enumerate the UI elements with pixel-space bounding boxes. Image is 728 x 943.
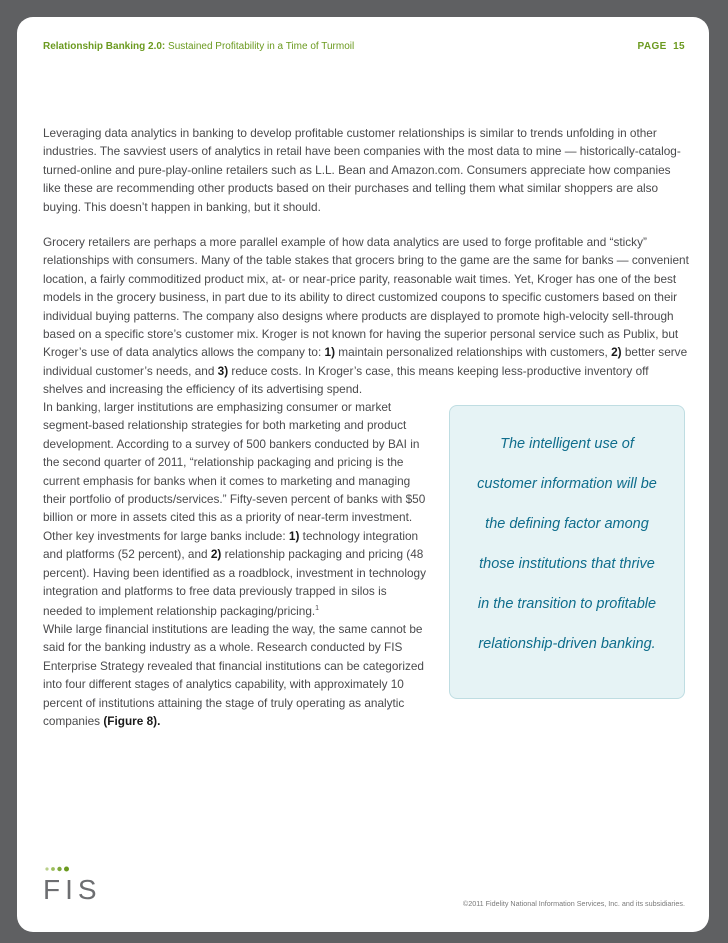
list-number: 1)	[288, 528, 300, 543]
pull-quote-line: in the transition to profitable	[477, 596, 657, 612]
paragraph-analytics-stages	[43, 620, 428, 730]
paragraph-grocery-example	[43, 233, 691, 399]
text-run: maintain personalized relationships with customers,	[335, 345, 612, 360]
text-run: While large financial institutions are leading the way, the same cannot be said for the banking industry as a whole. Research conducted by FIS Enterprise Strategy revealed that financial institutions can be categorized into four different stages of analytics capability, with approximately 10 percent of institutions attaining the stage of truly operating as analytic companies	[43, 622, 424, 729]
list-number: 1)	[324, 345, 336, 360]
page-number-value: 15	[673, 41, 685, 52]
list-number: 2)	[210, 547, 222, 562]
paragraph-banking-strategies	[43, 398, 428, 621]
fis-logo	[43, 865, 115, 910]
footnote-marker: 1	[315, 605, 320, 613]
text-run: In banking, larger institutions are emphasizing consumer or market segment-based relationship strategies for both marketing and product development. According to a survey of 500 bankers conducted by BAI in the second quarter of 2011, “relationship packaging and pricing is the current emphasis for banks when it comes to marketing and managing their portfolio of products/services.” Fifty-seven percent of banks with $50 billion or more in assets cited this as a priority of near-term investment. Other key investments for large banks include:	[43, 400, 426, 543]
pull-quote-line: customer information will be	[477, 476, 657, 492]
copyright-notice: ©2011 Fidelity National Information Services, Inc. and its subsidiaries.	[462, 899, 685, 908]
text-run: reduce costs. In Kroger’s case, this means keeping less-productive inventory off shelves and increasing the efficiency of its advertising spend.	[43, 363, 649, 397]
pull-quote-line: The intelligent use of	[500, 436, 634, 452]
text-run: relationship packaging and pricing (48 percent). Having been identified as a roadblock, investment in technology integration and platforms to free data previously trapped in silos is needed to implement relationship packaging/pricing.	[43, 547, 426, 619]
list-number: 3)	[217, 363, 229, 378]
list-number: 2)	[611, 345, 622, 360]
running-title-bold: Relationship Banking 2.0:	[43, 41, 166, 52]
text-run: technology integration and platforms (52 percent), and	[43, 528, 419, 562]
running-title-subtitle: Sustained Profitability in a Time of Turmoil	[168, 41, 355, 52]
text-run: better serve individual customer’s needs, and	[43, 345, 688, 378]
pull-quote-line: relationship-driven banking.	[478, 636, 656, 652]
pull-quote-line: the defining factor among	[485, 516, 649, 532]
page-header	[43, 41, 685, 57]
fis-logo-icon	[43, 865, 115, 905]
page-number	[638, 41, 686, 52]
fis-logo-wordmark: FIS	[43, 874, 102, 905]
pull-quote-box	[449, 405, 685, 699]
document-page	[17, 17, 709, 932]
page-label: PAGE	[637, 41, 667, 52]
running-title	[43, 41, 354, 52]
pull-quote-line: those institutions that thrive	[479, 556, 655, 572]
text-run: Grocery retailers are perhaps a more parallel example of how data analytics are used to forge profitable and “sticky” relationships with consumers. Many of the table stakes that grocers bring to the game are the same for banks — convenient location, a fairly commoditized product mix, at- or near-price parity, reasonable wait times. Yet, Kroger has one of the best models in the grocery business, in part due to its ability to direct customized coupons to specific customers based on their individual buying patterns. The company also designs where products are displayed to promote high-velocity sell-through based on a specific store’s customer mix. Kroger is not known for having the superior personal service such as Publix, but Kroger’s use of data analytics allows the company to:	[43, 235, 689, 360]
paragraph-retail-analytics: Leveraging data analytics in banking to develop profitable customer relationships is similar to trends unfolding in other industries. The savviest users of analytics in retail have been companies with the most data to mine — historically-catalog-turned-online and pure-play-online retailers such as L.L. Bean and Amazon.com. Consumers appreciate how companies like these are recommending other products based on their purchases and telling them what similar shoppers are also buying. This doesn’t happen in banking, but it should.	[43, 126, 681, 214]
figure-reference: (Figure 8).	[103, 714, 161, 729]
